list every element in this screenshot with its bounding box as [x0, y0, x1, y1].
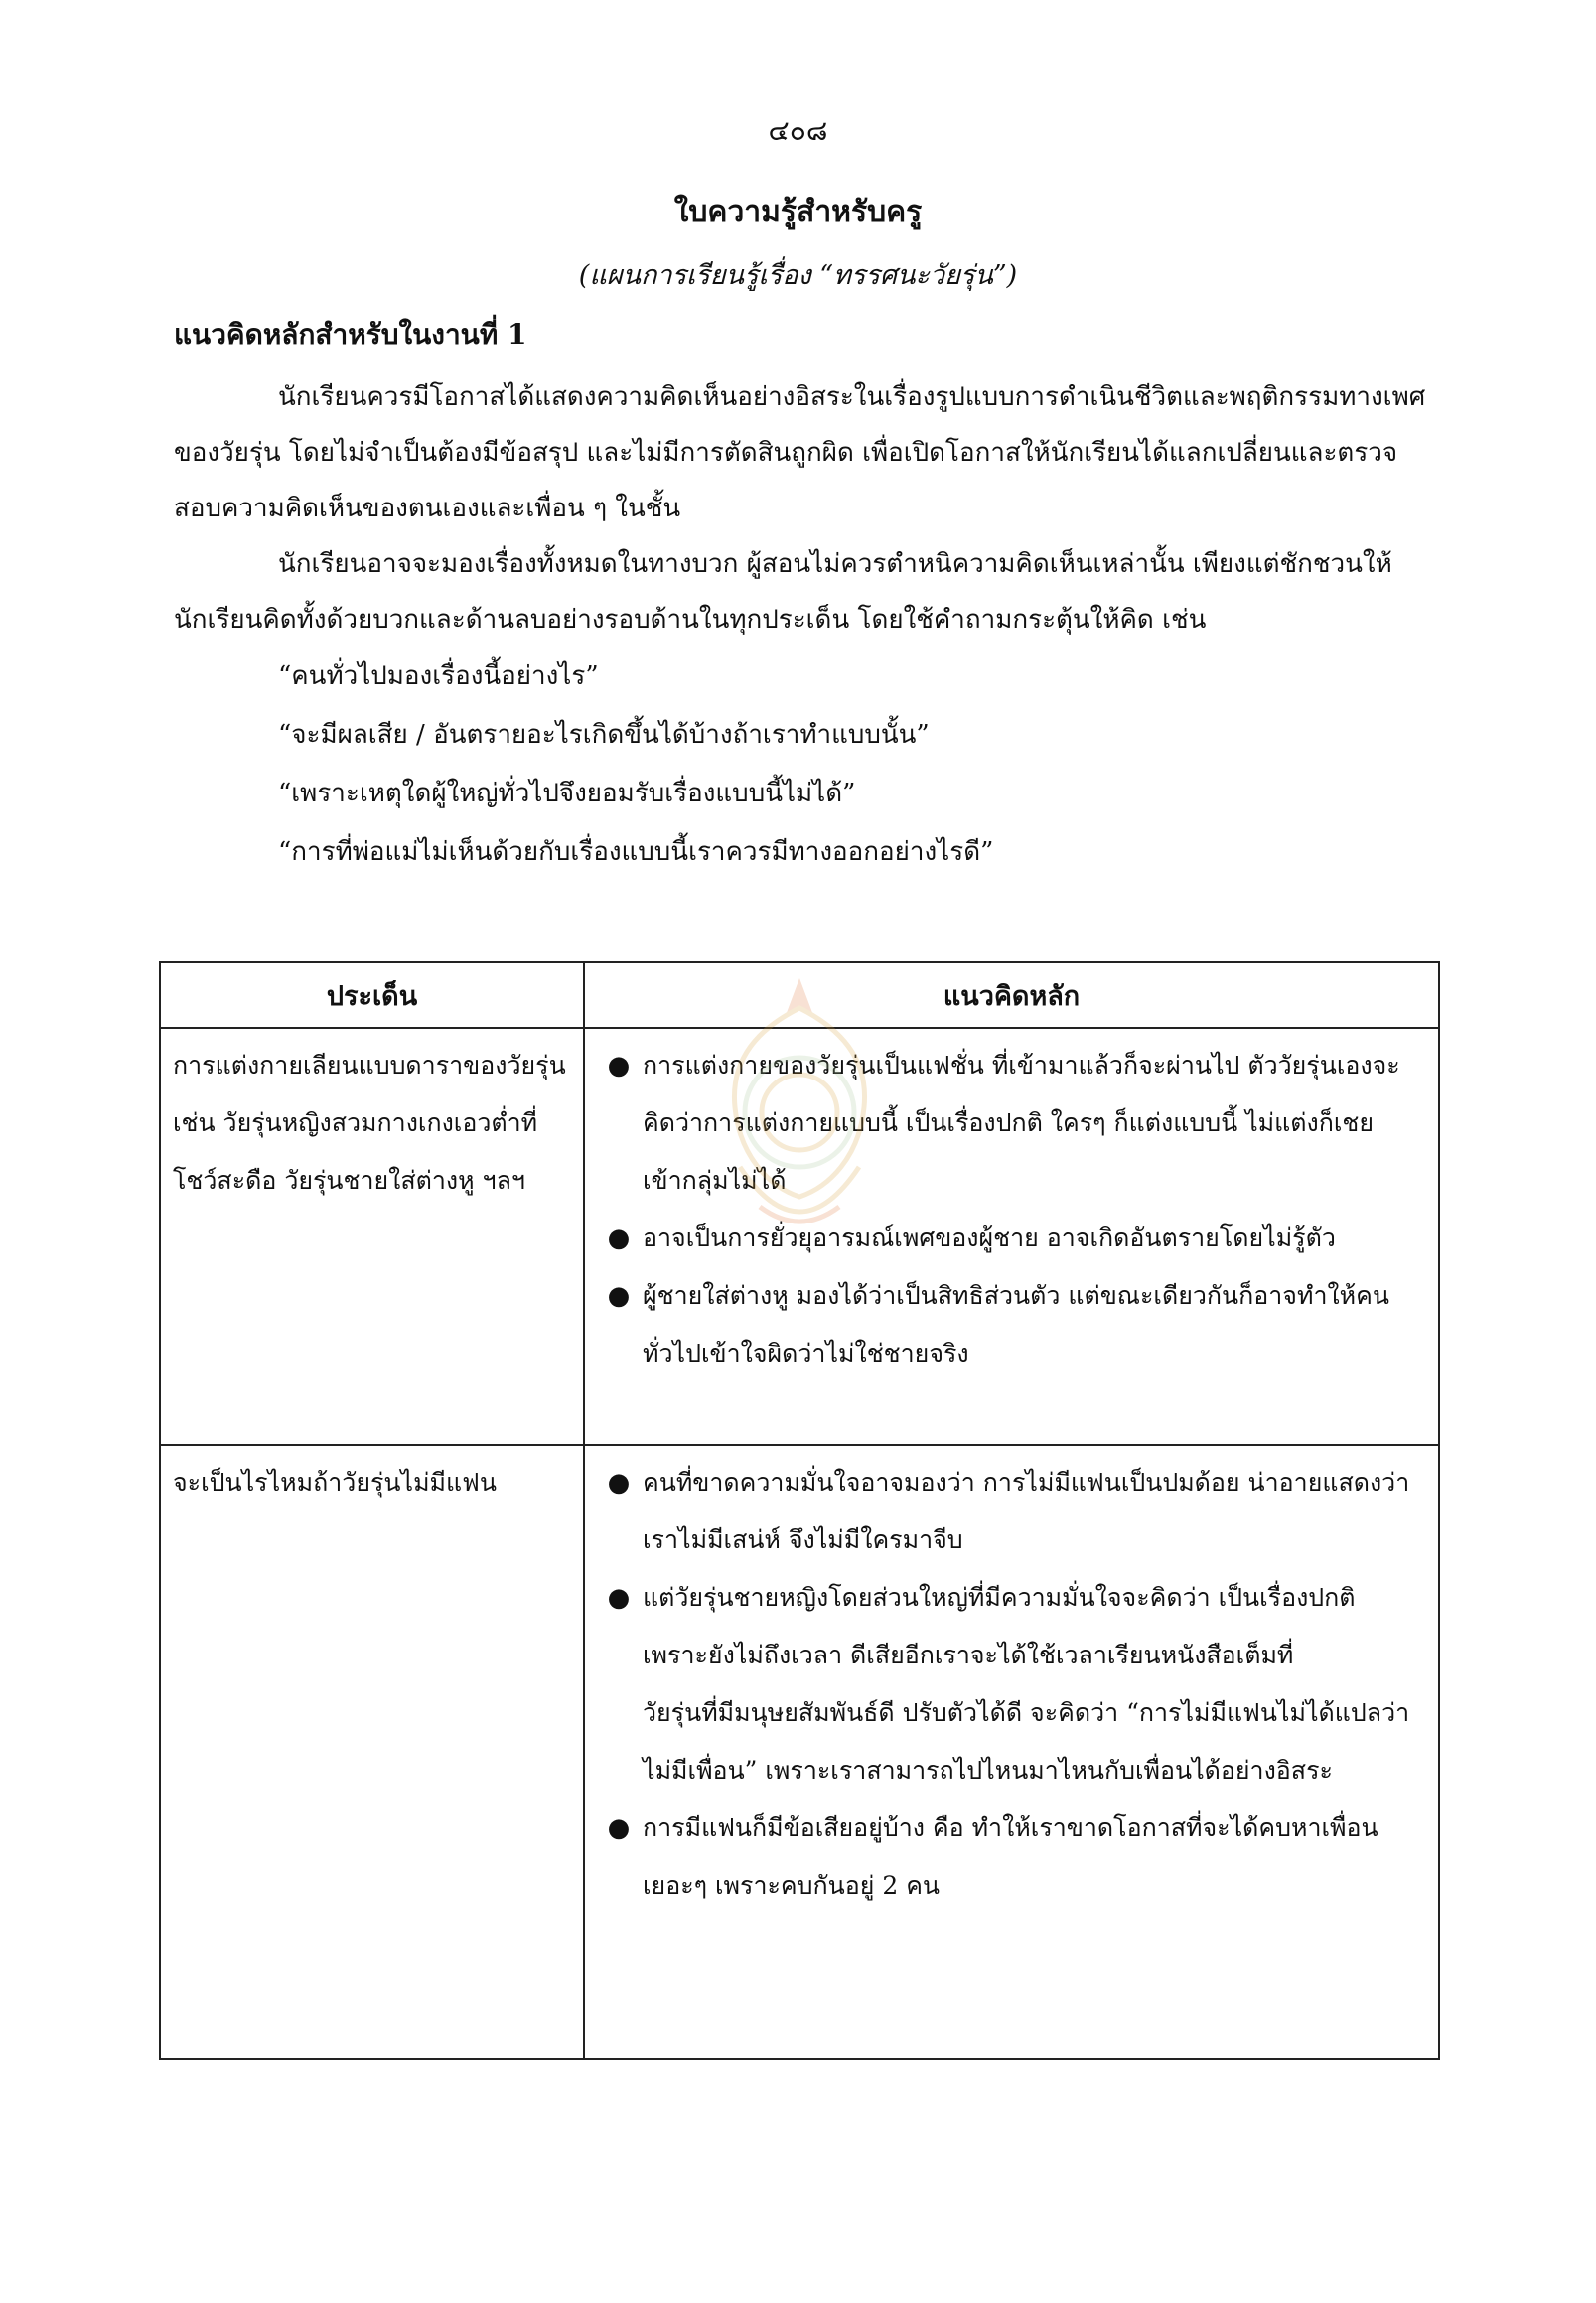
page-number: ๔๐๘	[768, 114, 828, 147]
bullet-item	[595, 1210, 1418, 1267]
bullet-icon: ●	[607, 1813, 631, 1843]
concept-cell	[584, 1028, 1439, 1445]
bullet-icon: ●	[607, 1583, 631, 1613]
column-header-issue: ประเด็น	[160, 962, 584, 1028]
bullet-icon: ●	[607, 1051, 631, 1080]
bullet-item	[595, 1267, 1418, 1382]
question-item: “การที่พ่อแม่ไม่เห็นด้วยกับเรื่องแบบนี้เราควรมีทางออกอย่างไรดี”	[278, 837, 994, 867]
question-item: “คนทั่วไปมองเรื่องนี้อย่างไร”	[278, 661, 599, 691]
question-item: “จะมีผลเสีย / อันตรายอะไรเกิดขึ้นได้บ้างถ้าเราทำแบบนั้น”	[278, 720, 930, 750]
bullet-icon: ●	[607, 1223, 631, 1253]
bullet-icon: ●	[607, 1468, 631, 1498]
bullet-text: การแต่งกายของวัยรุ่นเป็นแฟชั่น ที่เข้ามาแล้วก็จะผ่านไป ตัววัยรุ่นเองจะคิดว่าการแต่งกายแบบนี้ เป็นเรื่องปกติ ใครๆ ก็แต่งแบบนี้ ไม่แต่งก็เชย เข้ากลุ่มไม่ได้	[643, 1051, 1400, 1195]
paragraph-2-text: นักเรียนอาจจะมองเรื่องทั้งหมดในทางบวก ผู้สอนไม่ควรตำหนิความคิดเห็นเหล่านั้น เพียงแต่ชักชวนให้นักเรียนคิดทั้งด้วยบวกและด้านลบอย่างรอบด้านในทุกประเด็น โดยใช้คำถามกระตุ้นให้คิด เช่น	[174, 549, 1392, 635]
bullet-item	[595, 1454, 1418, 1569]
concept-table	[159, 961, 1440, 2060]
bullet-item	[595, 1037, 1418, 1210]
bullet-item	[595, 1799, 1418, 1915]
bullet-text: ผู้ชายใส่ต่างหู มองได้ว่าเป็นสิทธิส่วนตัว แต่ขณะเดียวกันก็อาจทำให้คนทั่วไปเข้าใจผิดว่าไม่ใช่ชายจริง	[643, 1281, 1389, 1367]
table-header-row	[160, 962, 1439, 1028]
table-row	[160, 1445, 1439, 2059]
question-item: “เพราะเหตุใดผู้ใหญ่ทั่วไปจึงยอมรับเรื่องแบบนี้ไม่ได้”	[278, 779, 856, 808]
concept-cell	[584, 1445, 1439, 2059]
bullet-item	[595, 1569, 1418, 1684]
table-row	[160, 1028, 1439, 1445]
question-list	[278, 648, 1420, 882]
bullet-text: คนที่ขาดความมั่นใจอาจมองว่า การไม่มีแฟนเป็นปมด้อย น่าอายแสดงว่า เราไม่มีเสน่ห์ จึงไม่มีใครมาจีบ	[643, 1468, 1410, 1554]
paragraph-1	[174, 369, 1430, 536]
bullet-text: แต่วัยรุ่นชายหญิงโดยส่วนใหญ่ที่มีความมั่นใจจะคิดว่า เป็นเรื่องปกติ เพราะยังไม่ถึงเวลา ดีเสียอีกเราจะได้ใช้เวลาเรียนหนังสือเต็มที่	[643, 1583, 1356, 1669]
issue-cell: จะเป็นไรไหมถ้าวัยรุ่นไม่มีแฟน	[160, 1445, 584, 2059]
issue-cell: การแต่งกายเลียนแบบดาราของวัยรุ่น เช่น วัยรุ่นหญิงสวมกางเกงเอวต่ำที่โชว์สะดือ วัยรุ่นชายใส่ต่างหู ฯลฯ	[160, 1028, 584, 1445]
section-heading: แนวคิดหลักสำหรับในงานที่ 1	[174, 318, 527, 351]
column-header-concept: แนวคิดหลัก	[584, 962, 1439, 1028]
bullet-icon: ●	[607, 1281, 631, 1311]
paragraph-2	[174, 536, 1430, 648]
document-title: ใบความรู้สำหรับครู	[673, 195, 923, 229]
bullet-text: การมีแฟนก็มีข้อเสียอยู่บ้าง คือ ทำให้เราขาดโอกาสที่จะได้คบหาเพื่อนเยอะๆ เพราะคบกันอยู่ 2 คน	[643, 1813, 1378, 1900]
bullet-text: อาจเป็นการยั่วยุอารมณ์เพศของผู้ชาย อาจเกิดอันตรายโดยไม่รู้ตัว	[643, 1223, 1336, 1252]
paragraph-1-text: นักเรียนควรมีโอกาสได้แสดงความคิดเห็นอย่างอิสระในเรื่องรูปแบบการดำเนินชีวิตและพฤติกรรมทางเพศของวัยรุ่น โดยไม่จำเป็นต้องมีข้อสรุป และไม่มีการตัดสินถูกผิด เพื่อเปิดโอกาสให้นักเรียนได้แลกเปลี่ยนและตรวจสอบความคิดเห็นของตนเองและเพื่อน ๆ ในชั้น	[174, 382, 1426, 523]
document-subtitle: (แผนการเรียนรู้เรื่อง “ทรรศนะวัยรุ่น”)	[578, 260, 1018, 291]
plain-paragraph: วัยรุ่นที่มีมนุษยสัมพันธ์ดี ปรับตัวได้ดี จะคิดว่า “การไม่มีแฟนไม่ได้แปลว่าไม่มีเพื่อน” เพราะเราสามารถไปไหนมาไหนกับเพื่อนได้อย่างอิสระ	[643, 1698, 1410, 1785]
